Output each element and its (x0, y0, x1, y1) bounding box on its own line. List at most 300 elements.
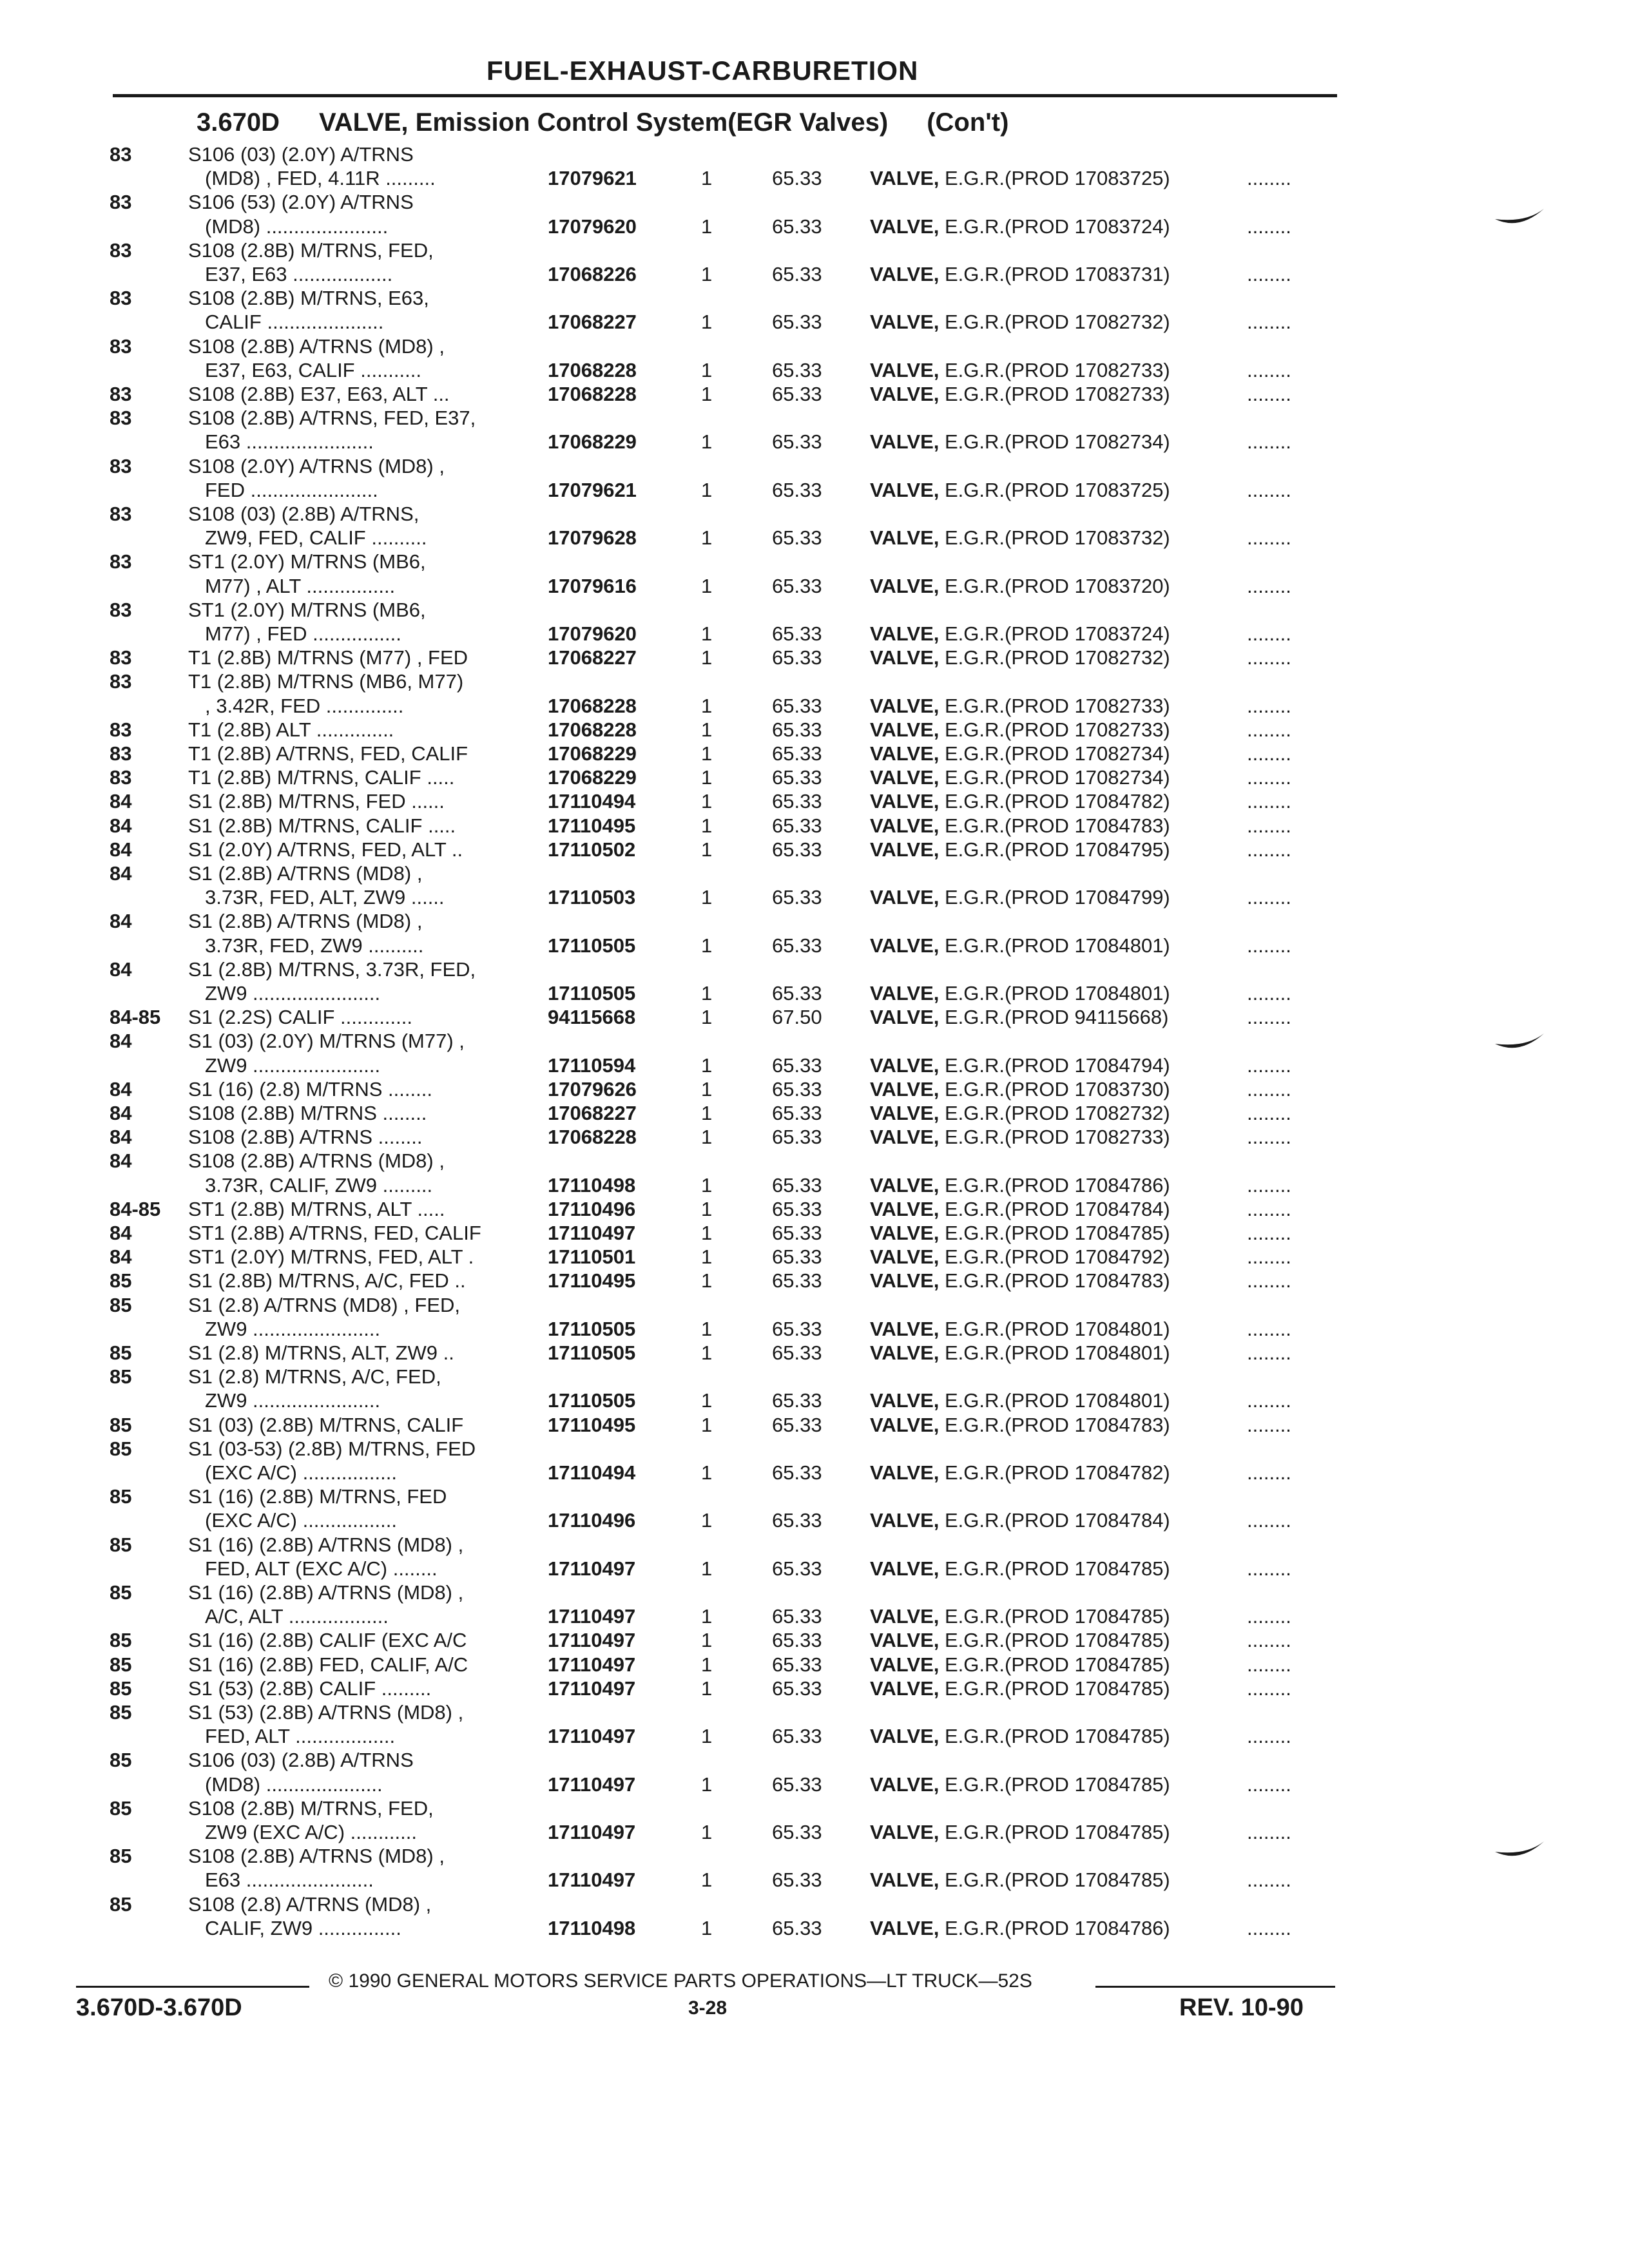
model-year: 85 (110, 1677, 132, 1700)
valve-spec: E.G.R.(PROD 17082732) (939, 1102, 1170, 1124)
table-row (0, 1893, 1629, 1916)
part-number: 17068227 (548, 646, 637, 669)
application-description: S108 (2.8B) M/TRNS ........ (188, 1102, 427, 1124)
application-description: ST1 (2.8B) A/TRNS, FED, CALIF (188, 1222, 481, 1244)
dot-leader: ........ (1247, 742, 1291, 765)
dot-leader: ........ (1247, 1077, 1291, 1100)
valve-label: VALVE, (870, 1053, 940, 1077)
price: 65.33 (772, 1126, 822, 1149)
price: 65.33 (772, 646, 822, 669)
model-year: 84 (110, 1149, 132, 1173)
valve-label: VALVE, (870, 646, 940, 669)
valve-label: VALVE, (870, 574, 940, 597)
table-row (0, 1557, 1629, 1581)
price: 65.33 (772, 1173, 822, 1196)
valve-spec: E.G.R.(PROD 17084801) (939, 1389, 1170, 1412)
table-row (0, 1461, 1629, 1485)
model-year: 84-85 (110, 1197, 161, 1220)
model-year: 84 (110, 790, 132, 813)
part-description (870, 1677, 1170, 1700)
price: 65.33 (772, 430, 822, 454)
price: 65.33 (772, 383, 822, 405)
table-row (0, 670, 1629, 693)
valve-label: VALVE, (870, 886, 940, 909)
dot-leader: ........ (1247, 790, 1291, 813)
price: 65.33 (772, 790, 822, 813)
model-year: 83 (110, 407, 132, 430)
table-row (0, 1078, 1629, 1101)
part-description (870, 1269, 1170, 1293)
table-row (0, 1030, 1629, 1053)
valve-spec: E.G.R.(PROD 17084783) (939, 1413, 1170, 1436)
application-description: S1 (2.8B) M/TRNS, CALIF ..... (188, 814, 456, 837)
valve-spec: E.G.R.(PROD 17084783) (939, 814, 1170, 837)
table-row (0, 1006, 1629, 1029)
table-row (0, 1605, 1629, 1628)
dot-leader: ........ (1247, 526, 1291, 550)
application-description: ZW9 ....................... (205, 1053, 381, 1077)
quantity: 1 (701, 1557, 713, 1580)
application-description: ST1 (2.0Y) M/TRNS (MB6, (188, 598, 426, 621)
valve-label: VALVE, (870, 1677, 940, 1700)
table-row (0, 838, 1629, 861)
table-row (0, 1629, 1629, 1652)
valve-spec: E.G.R.(PROD 17084785) (939, 1821, 1170, 1843)
binder-punch-mark (1494, 1838, 1545, 1863)
valve-label: VALVE, (870, 430, 940, 454)
quantity: 1 (701, 1605, 713, 1628)
table-row (0, 1485, 1629, 1508)
table-row (0, 1389, 1629, 1412)
quantity: 1 (701, 886, 713, 909)
valve-spec: E.G.R.(PROD 17084794) (939, 1053, 1170, 1077)
valve-spec: E.G.R.(PROD 17084801) (939, 982, 1170, 1004)
valve-spec: E.G.R.(PROD 17082733) (939, 358, 1170, 381)
table-row (0, 311, 1629, 334)
dot-leader: ........ (1247, 1317, 1291, 1340)
valve-label: VALVE, (870, 622, 940, 645)
part-description (870, 263, 1170, 286)
price: 65.33 (772, 478, 822, 501)
binder-punch-mark (1494, 205, 1545, 231)
valve-spec: E.G.R.(PROD 17082732) (939, 646, 1170, 669)
model-year: 84 (110, 910, 132, 933)
table-row (0, 1701, 1629, 1724)
application-description: S1 (53) (2.8B) A/TRNS (MD8) , (188, 1701, 464, 1724)
part-number: 17110496 (548, 1509, 636, 1532)
part-number: 17079616 (548, 574, 637, 597)
table-row (0, 1917, 1629, 1940)
model-year: 84 (110, 1102, 132, 1124)
application-description: S1 (2.8B) A/TRNS (MD8) , (188, 910, 423, 933)
dot-leader: ........ (1247, 358, 1291, 381)
valve-spec: E.G.R.(PROD 17084782) (939, 790, 1170, 813)
quantity: 1 (701, 1509, 713, 1532)
quantity: 1 (701, 718, 713, 741)
valve-spec: E.G.R.(PROD 17082734) (939, 766, 1170, 789)
part-description (870, 886, 1170, 909)
dot-leader: ........ (1247, 838, 1291, 861)
application-description: E37, E63, CALIF ........... (205, 358, 421, 381)
dot-leader: ........ (1247, 1197, 1291, 1220)
valve-spec: E.G.R.(PROD 17084785) (939, 1869, 1170, 1892)
dot-leader: ........ (1247, 215, 1291, 238)
table-row (0, 1294, 1629, 1317)
table-row (0, 1102, 1629, 1125)
part-number: 17110497 (548, 1773, 636, 1796)
valve-label: VALVE, (870, 1629, 940, 1652)
application-description: S108 (2.0Y) A/TRNS (MD8) , (188, 454, 445, 477)
valve-spec: E.G.R.(PROD 17084784) (939, 1197, 1170, 1220)
part-description (870, 1222, 1170, 1245)
valve-spec: E.G.R.(PROD 17084786) (939, 1173, 1170, 1196)
valve-label: VALVE, (870, 1173, 940, 1196)
dot-leader: ........ (1247, 1557, 1291, 1580)
dot-leader: ........ (1247, 1653, 1291, 1676)
application-description: S108 (2.8B) M/TRNS, FED, (188, 238, 434, 262)
part-number: 17110503 (548, 886, 636, 909)
price: 65.33 (772, 263, 822, 285)
part-number: 17110497 (548, 1653, 636, 1676)
part-number: 17110498 (548, 1173, 636, 1196)
application-description: S1 (53) (2.8B) CALIF ......... (188, 1677, 432, 1700)
table-row (0, 263, 1629, 286)
model-year: 85 (110, 1749, 132, 1772)
price: 65.33 (772, 1317, 822, 1340)
part-description (870, 695, 1170, 718)
valve-spec: E.G.R.(PROD 17084785) (939, 1557, 1170, 1580)
price: 65.33 (772, 215, 822, 238)
table-row (0, 742, 1629, 765)
application-description: ZW9 ....................... (205, 1389, 381, 1412)
valve-label: VALVE, (870, 1557, 940, 1580)
valve-spec: E.G.R.(PROD 17084795) (939, 838, 1170, 861)
part-number: 17079626 (548, 1077, 637, 1100)
model-year: 83 (110, 646, 132, 669)
model-year: 83 (110, 454, 132, 477)
valve-label: VALVE, (870, 1317, 940, 1340)
part-number: 94115668 (548, 1006, 636, 1029)
part-number: 17110505 (548, 1317, 636, 1340)
model-year: 83 (110, 598, 132, 621)
valve-spec: E.G.R.(PROD 17084785) (939, 1653, 1170, 1676)
price: 65.33 (772, 1509, 822, 1532)
dot-leader: ........ (1247, 478, 1291, 501)
application-description: (EXC A/C) ................. (205, 1461, 397, 1484)
table-row (0, 479, 1629, 502)
part-number: 17110497 (548, 1677, 636, 1700)
valve-label: VALVE, (870, 1077, 940, 1100)
footer-rule-right (1095, 1986, 1335, 1988)
application-description: S1 (2.8) A/TRNS (MD8) , FED, (188, 1293, 461, 1316)
table-row (0, 1725, 1629, 1748)
part-number: 17068226 (548, 263, 637, 285)
valve-label: VALVE, (870, 1916, 940, 1939)
quantity: 1 (701, 1413, 713, 1436)
valve-spec: E.G.R.(PROD 94115668) (939, 1006, 1169, 1029)
part-description (870, 1318, 1170, 1341)
dot-leader: ........ (1247, 1605, 1291, 1628)
application-description: S108 (2.8B) A/TRNS (MD8) , (188, 1845, 445, 1868)
price: 65.33 (772, 742, 822, 765)
valve-spec: E.G.R.(PROD 17083732) (939, 526, 1170, 550)
price: 65.33 (772, 1461, 822, 1484)
valve-label: VALVE, (870, 1269, 940, 1293)
table-row (0, 790, 1629, 813)
dot-leader: ........ (1247, 1173, 1291, 1196)
part-description (870, 1198, 1170, 1221)
dot-leader: ........ (1247, 1821, 1291, 1843)
part-number: 17079620 (548, 622, 637, 645)
valve-spec: E.G.R.(PROD 17084786) (939, 1916, 1170, 1939)
valve-label: VALVE, (870, 1461, 940, 1484)
part-number: 17110505 (548, 1341, 636, 1364)
part-number: 17110505 (548, 1389, 636, 1412)
footer-section-range: 3.670D-3.670D (76, 1994, 242, 2021)
valve-label: VALVE, (870, 742, 940, 765)
valve-label: VALVE, (870, 1197, 940, 1220)
application-description: S1 (03) (2.0Y) M/TRNS (M77) , (188, 1030, 465, 1053)
part-number: 17110497 (548, 1557, 636, 1580)
application-description: S1 (16) (2.8B) A/TRNS (MD8) , (188, 1581, 464, 1604)
table-row (0, 1318, 1629, 1341)
part-description (870, 1773, 1170, 1796)
table-row (0, 359, 1629, 382)
table-row (0, 526, 1629, 550)
price: 65.33 (772, 1077, 822, 1100)
application-description: S1 (16) (2.8B) M/TRNS, FED (188, 1485, 447, 1508)
model-year: 83 (110, 718, 132, 741)
quantity: 1 (701, 1341, 713, 1364)
part-number: 17079621 (548, 478, 637, 501)
quantity: 1 (701, 358, 713, 381)
dot-leader: ........ (1247, 1869, 1291, 1892)
model-year: 85 (110, 1796, 132, 1820)
dot-leader: ........ (1247, 718, 1291, 741)
quantity: 1 (701, 1245, 713, 1269)
model-year: 85 (110, 1653, 132, 1676)
model-year: 83 (110, 670, 132, 693)
table-row (0, 766, 1629, 789)
valve-spec: E.G.R.(PROD 17082734) (939, 742, 1170, 765)
quantity: 1 (701, 1197, 713, 1220)
quantity: 1 (701, 167, 713, 190)
table-row (0, 1797, 1629, 1820)
part-number: 17110502 (548, 838, 636, 861)
application-description: M77) , FED ................ (205, 622, 401, 645)
application-description: ST1 (2.0Y) M/TRNS, FED, ALT . (188, 1245, 474, 1269)
part-description (870, 766, 1170, 789)
part-description (870, 1653, 1170, 1677)
table-row (0, 287, 1629, 310)
application-description: T1 (2.8B) M/TRNS (MB6, M77) (188, 670, 464, 693)
price: 65.33 (772, 934, 822, 957)
application-description: S108 (2.8B) A/TRNS ........ (188, 1126, 423, 1149)
dot-leader: ........ (1247, 1102, 1291, 1124)
table-row (0, 1054, 1629, 1077)
footer-rule-left (76, 1986, 309, 1988)
model-year: 83 (110, 334, 132, 358)
application-description: ZW9 (EXC A/C) ............ (205, 1821, 417, 1843)
application-description: S1 (03-53) (2.8B) M/TRNS, FED (188, 1437, 476, 1460)
price: 65.33 (772, 1413, 822, 1436)
valve-label: VALVE, (870, 1413, 940, 1436)
valve-spec: E.G.R.(PROD 17082733) (939, 1126, 1170, 1149)
model-year: 83 (110, 503, 132, 525)
table-row (0, 1749, 1629, 1772)
application-description: 3.73R, FED, ZW9 .......... (205, 934, 424, 957)
valve-spec: E.G.R.(PROD 17084785) (939, 1222, 1170, 1244)
part-number: 17110501 (548, 1245, 636, 1269)
model-year: 85 (110, 1341, 132, 1364)
quantity: 1 (701, 430, 713, 454)
valve-label: VALVE, (870, 982, 940, 1004)
price: 65.33 (772, 1053, 822, 1077)
quantity: 1 (701, 1653, 713, 1676)
dot-leader: ........ (1247, 1509, 1291, 1532)
part-number: 17068229 (548, 742, 637, 765)
application-description: S108 (2.8B) A/TRNS, FED, E37, (188, 407, 476, 430)
part-description (870, 1341, 1170, 1365)
dot-leader: ........ (1247, 814, 1291, 837)
price: 65.33 (772, 982, 822, 1004)
quantity: 1 (701, 574, 713, 597)
part-number: 17110594 (548, 1053, 636, 1077)
price: 65.33 (772, 622, 822, 645)
model-year: 85 (110, 1845, 132, 1868)
application-description: ST1 (2.8B) M/TRNS, ALT ..... (188, 1197, 445, 1220)
model-year: 85 (110, 1437, 132, 1460)
price: 65.33 (772, 1389, 822, 1412)
valve-spec: E.G.R.(PROD 17084785) (939, 1605, 1170, 1628)
valve-label: VALVE, (870, 838, 940, 861)
quantity: 1 (701, 215, 713, 238)
part-number: 17068228 (548, 1126, 637, 1149)
part-number: 17110497 (548, 1821, 636, 1843)
part-number: 17110496 (548, 1197, 636, 1220)
valve-spec: E.G.R.(PROD 17082733) (939, 383, 1170, 405)
price: 65.33 (772, 358, 822, 381)
model-year: 85 (110, 1413, 132, 1436)
table-row (0, 1414, 1629, 1437)
part-number: 17110495 (548, 1269, 636, 1293)
valve-label: VALVE, (870, 694, 940, 717)
table-row (0, 934, 1629, 957)
application-description: S106 (03) (2.8B) A/TRNS (188, 1749, 414, 1772)
valve-label: VALVE, (870, 766, 940, 789)
quantity: 1 (701, 1725, 713, 1748)
price: 65.33 (772, 1869, 822, 1892)
part-number: 17110505 (548, 982, 636, 1004)
application-description: T1 (2.8B) A/TRNS, FED, CALIF (188, 742, 468, 765)
part-description (870, 1821, 1170, 1844)
part-description (870, 814, 1170, 838)
dot-leader: ........ (1247, 1269, 1291, 1293)
dot-leader: ........ (1247, 766, 1291, 789)
model-year: 84-85 (110, 1006, 161, 1029)
valve-label: VALVE, (870, 167, 940, 190)
price: 65.33 (772, 1102, 822, 1124)
quantity: 1 (701, 1126, 713, 1149)
dot-leader: ........ (1247, 886, 1291, 909)
table-row (0, 862, 1629, 885)
application-description: E63 ....................... (205, 1869, 374, 1892)
dot-leader: ........ (1247, 1461, 1291, 1484)
price: 65.33 (772, 1821, 822, 1843)
part-number: 17110495 (548, 1413, 636, 1436)
part-number: 17068227 (548, 1102, 637, 1124)
part-description (870, 215, 1170, 238)
quantity: 1 (701, 646, 713, 669)
part-number: 17068229 (548, 430, 637, 454)
part-number: 17110497 (548, 1629, 636, 1652)
table-row (0, 1198, 1629, 1221)
valve-label: VALVE, (870, 934, 940, 957)
quantity: 1 (701, 1269, 713, 1293)
part-number: 17110494 (548, 790, 636, 813)
part-number: 17068228 (548, 383, 637, 405)
application-description: S106 (03) (2.0Y) A/TRNS (188, 143, 414, 166)
application-description: S1 (16) (2.8B) FED, CALIF, A/C (188, 1653, 468, 1676)
part-description (870, 1605, 1170, 1628)
part-description (870, 479, 1170, 502)
quantity: 1 (701, 1173, 713, 1196)
part-number: 17110495 (548, 814, 636, 837)
quantity: 1 (701, 263, 713, 285)
dot-leader: ........ (1247, 383, 1291, 405)
price: 65.33 (772, 1245, 822, 1269)
table-row (0, 335, 1629, 358)
dot-leader: ........ (1247, 1341, 1291, 1364)
valve-label: VALVE, (870, 1509, 940, 1532)
price: 65.33 (772, 1605, 822, 1628)
part-description (870, 1054, 1170, 1077)
table-row (0, 1653, 1629, 1677)
part-description (870, 838, 1170, 861)
table-row (0, 191, 1629, 214)
table-row (0, 1773, 1629, 1796)
application-description: 3.73R, FED, ALT, ZW9 ...... (205, 886, 445, 909)
section-continued: (Con't) (927, 108, 1009, 137)
valve-label: VALVE, (870, 215, 940, 238)
table-row (0, 1821, 1629, 1844)
table-row (0, 1222, 1629, 1245)
table-row (0, 1581, 1629, 1604)
valve-label: VALVE, (870, 478, 940, 501)
price: 65.33 (772, 311, 822, 334)
price: 65.33 (772, 1629, 822, 1652)
model-year: 85 (110, 1293, 132, 1316)
part-number: 17079621 (548, 167, 637, 190)
application-description: T1 (2.8B) ALT .............. (188, 718, 394, 741)
table-row (0, 910, 1629, 933)
table-row (0, 599, 1629, 622)
dot-leader: ........ (1247, 1413, 1291, 1436)
table-row (0, 1365, 1629, 1389)
quantity: 1 (701, 838, 713, 861)
valve-label: VALVE, (870, 718, 940, 741)
part-number: 17068228 (548, 358, 637, 381)
part-number: 17079620 (548, 215, 637, 238)
model-year: 85 (110, 1269, 132, 1293)
table-row (0, 1149, 1629, 1173)
part-description (870, 1126, 1170, 1149)
model-year: 84 (110, 1126, 132, 1149)
quantity: 1 (701, 814, 713, 837)
table-row (0, 167, 1629, 190)
table-row (0, 1341, 1629, 1365)
application-description: T1 (2.8B) M/TRNS (M77) , FED (188, 646, 468, 669)
